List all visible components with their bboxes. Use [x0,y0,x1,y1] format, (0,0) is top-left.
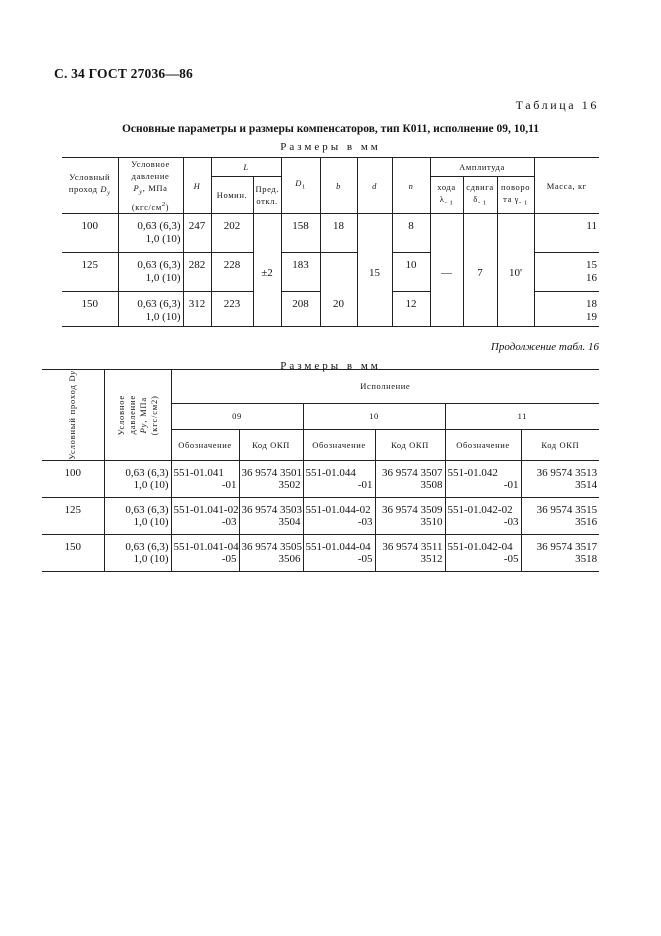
header-n: n [392,158,430,214]
cell-pressure: 0,63 (6,3) 1,0 (10) [104,497,171,534]
table-number: Таблица 16 [515,98,599,112]
cell-designation-11: 551-01.042-04 -05 [445,534,521,571]
cell-okp-09: 36 9574 3505 3506 [239,534,303,571]
cell-okp-10: 36 9574 3511 3512 [375,534,445,571]
cell-D1: 183 [281,253,320,292]
cell-designation-09: 551-01.041-02 -03 [171,497,239,534]
cell-dy: 100 [42,460,104,497]
header-designation: Обозначение [171,429,239,460]
header-okp-code: Код ОКП [375,429,445,460]
units-label: Размеры в мм [280,141,381,153]
table-row [42,460,599,497]
header-designation: Обозначение [303,429,375,460]
cell-okp-11: 36 9574 3513 3514 [521,460,599,497]
cell-dy: 150 [42,534,104,571]
cell-H: 282 [183,253,211,292]
header-mass: Масса, кг [534,158,599,214]
cell-okp-10: 36 9574 3509 3510 [375,497,445,534]
cell-n: 8 [392,214,430,253]
cell-designation-10: 551-01.044-04 -05 [303,534,375,571]
cell-b: 18 [320,214,357,253]
header-okp-code: Код ОКП [239,429,303,460]
cell-D1: 158 [281,214,320,253]
cell-d: 15 [357,214,392,327]
header-nominal-bore: Условный проход $D_y$ [62,158,118,214]
header-amplitude-stroke: хода $\lambda_{- 1}$ [430,177,463,214]
cell-mass: 15 16 [534,253,599,292]
header-version-09: 09 [171,403,303,429]
cell-dy: 125 [42,497,104,534]
cell-b [320,253,357,292]
table-row [42,534,599,571]
header-okp-code: Код ОКП [521,429,599,460]
cell-designation-11: 551-01.042-02 -03 [445,497,521,534]
header-amplitude-shift: сдвига $\delta_{- 1}$ [463,177,497,214]
cell-mass: 11 [534,214,599,253]
parameters-table [62,157,599,327]
cell-pressure: 0,63 (6,3) 1,0 (10) [118,292,183,327]
cell-designation-09: 551-01.041 -01 [171,460,239,497]
cell-okp-11: 36 9574 3517 3518 [521,534,599,571]
header-H: H [183,158,211,214]
cell-H: 312 [183,292,211,327]
header-b: b [320,158,357,214]
header-designation: Обозначение [445,429,521,460]
header-row [42,370,599,404]
cell-designation-11: 551-01.042 -01 [445,460,521,497]
header-row [62,158,599,177]
cell-okp-09: 36 9574 3503 3504 [239,497,303,534]
cell-pressure: 0,63 (6,3) 1,0 (10) [104,460,171,497]
header-L: L [211,158,281,177]
cell-L: 223 [211,292,253,327]
cell-pressure: 0,63 (6,3) 1,0 (10) [104,534,171,571]
cell-dy: 150 [62,292,118,327]
cell-n: 10 [392,253,430,292]
cell-L: 228 [211,253,253,292]
header-version-11: 11 [445,403,599,429]
cell-D1: 208 [281,292,320,327]
cell-designation-10: 551-01.044 -01 [303,460,375,497]
header-L-nominal: Номин. [211,177,253,214]
header-nominal-pressure: Условное давление $P_y$, МПа $(кгс/см^2)$ [118,158,183,214]
cell-amp-stroke: — [430,214,463,327]
table-row [62,214,599,253]
header-nominal-pressure: Условное давление Py, МПа (кгс/см2) [104,370,171,461]
cell-amp-rotation: 10' [497,214,534,327]
cell-H: 247 [183,214,211,253]
cell-L: 202 [211,214,253,253]
header-version-10: 10 [303,403,445,429]
cell-designation-10: 551-01.044-02 -03 [303,497,375,534]
cell-amp-shift: 7 [463,214,497,327]
header-nominal-bore: Условный проход Dy [42,370,104,461]
units-label-2: Размеры в мм [280,360,381,372]
cell-okp-10: 36 9574 3507 3508 [375,460,445,497]
cell-L-deviation: ±2 [253,214,281,327]
page-header: С. 34 ГОСТ 27036—86 [54,66,193,81]
header-amplitude: Амплитуда [430,158,534,177]
header-amplitude-rotation: поворо та $\gamma_{- 1}$ [497,177,534,214]
cell-designation-09: 551-01.041-04 -05 [171,534,239,571]
cell-pressure: 0,63 (6,3) 1,0 (10) [118,253,183,292]
cell-n: 12 [392,292,430,327]
cell-okp-09: 36 9574 3501 3502 [239,460,303,497]
cell-dy: 125 [62,253,118,292]
table-row [42,497,599,534]
cell-pressure: 0,63 (6,3) 1,0 (10) [118,214,183,253]
cell-dy: 100 [62,214,118,253]
cell-mass: 18 19 [534,292,599,327]
header-version: Исполнение [171,370,599,404]
header-D1: $D_1$ [281,158,320,214]
header-d: d [357,158,392,214]
continuation-label: Продолжение табл. 16 [490,341,599,353]
cell-okp-11: 36 9574 3515 3516 [521,497,599,534]
designation-table [42,369,599,572]
table-title: Основные параметры и размеры компенсаторов, тип К011, исполнение 09, 10,11 [121,123,540,135]
header-L-deviation: Пред. откл. [253,177,281,214]
cell-b: 20 [320,292,357,327]
